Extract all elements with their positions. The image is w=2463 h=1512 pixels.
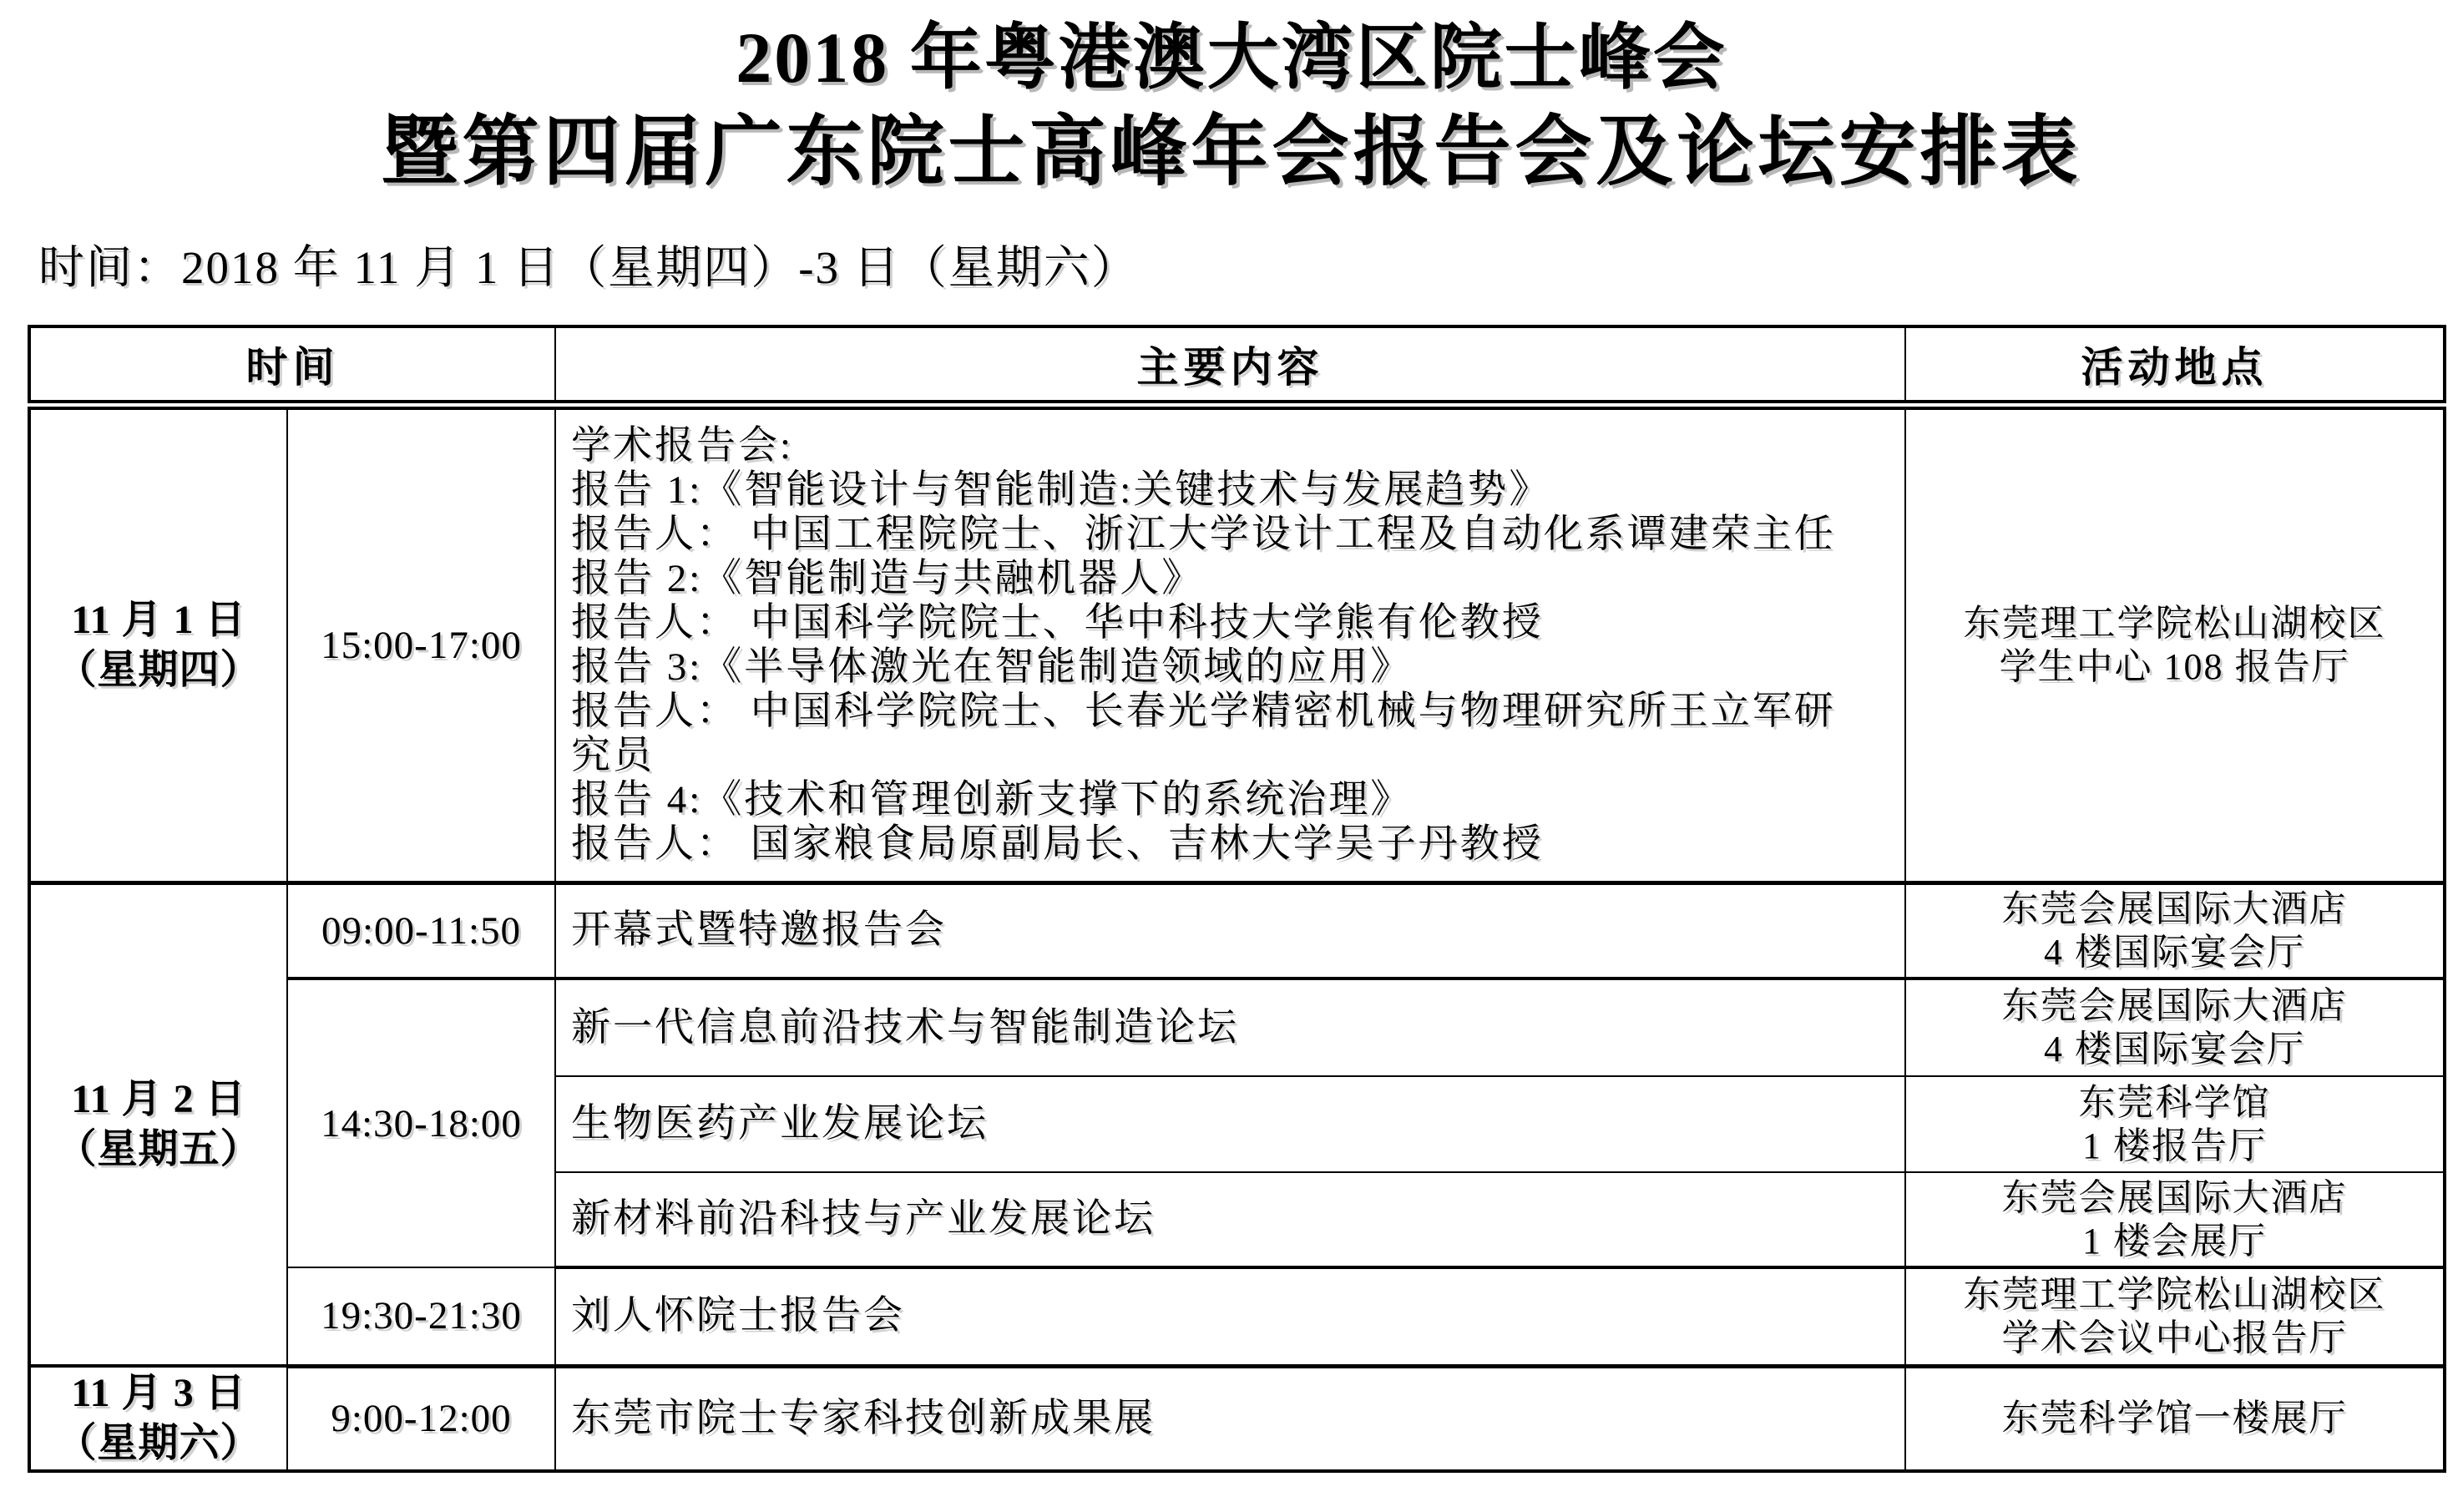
content-cell-materials-forum: 新材料前沿科技与产业发展论坛 — [555, 1172, 1905, 1267]
agenda-line: 报告 2:《智能制造与共融机器人》 — [571, 556, 1204, 600]
location-line: 东莞理工学院松山湖校区 — [1963, 602, 2386, 644]
agenda-line: 报告人： 中国科学院院士、长春光学精密机械与物理研究所王立军研 — [571, 689, 1836, 733]
location-cell-biomed-forum — [1905, 1076, 2445, 1172]
date-line: 11 月 3 日 — [71, 1371, 246, 1415]
location-cell-materials-forum — [1905, 1172, 2445, 1267]
date-weekday: （星期六） — [56, 1421, 261, 1465]
location-line: 东莞科学馆 — [2078, 1081, 2271, 1123]
content-cell-infotech-forum: 新一代信息前沿技术与智能制造论坛 — [555, 979, 1905, 1076]
location-cell-opening — [1905, 882, 2445, 979]
table-row-exhibition — [29, 1366, 2445, 1471]
date-weekday: （星期五） — [56, 1126, 261, 1171]
content-cell-biomed-forum: 生物医药产业发展论坛 — [555, 1076, 1905, 1172]
agenda-line: 究员 — [571, 733, 655, 777]
time-cell-exhibition: 9:00-12:00 — [287, 1366, 555, 1471]
location-line: 1 楼报告厅 — [2082, 1125, 2267, 1166]
location-cell-infotech-forum — [1905, 979, 2445, 1076]
agenda-line: 学术报告会: — [571, 423, 794, 468]
time-cell-opening: 09:00-11:50 — [287, 882, 555, 979]
date-line: 11 月 1 日 — [71, 597, 246, 642]
time-cell-evening: 19:30-21:30 — [287, 1267, 555, 1366]
time-cell-nov1: 15:00-17:00 — [287, 405, 555, 882]
header-cell-location: 活动地点 — [1905, 326, 2445, 405]
page-title — [0, 13, 2463, 202]
location-line: 东莞科学馆一楼展厅 — [2001, 1398, 2348, 1439]
table-row-infotech-forum — [29, 979, 2445, 1076]
location-line: 东莞理工学院松山湖校区 — [1963, 1273, 2386, 1315]
agenda-line: 报告人： 中国科学院院士、华中科技大学熊有伦教授 — [571, 600, 1544, 645]
location-line: 东莞会展国际大酒店 — [2001, 887, 2348, 929]
title-line-1: 2018 年粤港澳大湾区院士峰会 — [736, 18, 1727, 98]
schedule-table — [28, 325, 2446, 1473]
content-cell-opening: 开幕式暨特邀报告会 — [555, 882, 1905, 979]
date-weekday: （星期四） — [56, 647, 261, 692]
header-cell-time: 时间 — [29, 326, 555, 405]
location-line: 东莞会展国际大酒店 — [2001, 1176, 2348, 1218]
location-line: 学生中心 108 报告厅 — [1999, 645, 2350, 687]
agenda-line: 报告人： 国家粮食局原副局长、吉林大学吴子丹教授 — [571, 822, 1544, 866]
date-cell-nov1 — [29, 405, 287, 882]
header-row — [29, 326, 2445, 405]
content-cell-evening-lecture: 刘人怀院士报告会 — [555, 1267, 1905, 1366]
time-cell-afternoon: 14:30-18:00 — [287, 979, 555, 1267]
location-cell-evening-lecture — [1905, 1267, 2445, 1366]
location-line: 4 楼国际宴会厅 — [2044, 931, 2305, 973]
agenda-line: 报告人： 中国工程院院士、浙江大学设计工程及自动化系谭建荣主任 — [571, 512, 1836, 556]
content-cell-academic-session — [555, 405, 1905, 882]
agenda-line: 报告 1:《智能设计与智能制造:关键技术与发展趋势》 — [571, 468, 1551, 512]
content-cell-exhibition: 东莞市院士专家科技创新成果展 — [555, 1366, 1905, 1471]
title-line-2: 暨第四届广东院士高峰年会报告会及论坛安排表 — [381, 109, 2082, 195]
location-line: 东莞会展国际大酒店 — [2001, 985, 2348, 1026]
document-page — [0, 13, 2463, 1473]
date-cell-nov2 — [29, 882, 287, 1366]
header-cell-content: 主要内容 — [555, 326, 1905, 405]
agenda-line: 报告 4:《技术和管理创新支撑下的系统治理》 — [571, 777, 1413, 822]
table-row-evening-lecture — [29, 1267, 2445, 1366]
location-line: 学术会议中心报告厅 — [2001, 1317, 2348, 1358]
location-line: 4 楼国际宴会厅 — [2044, 1029, 2305, 1070]
location-cell-exhibition — [1905, 1366, 2445, 1471]
location-line: 1 楼会展厅 — [2082, 1220, 2267, 1262]
subtitle-dates: 时间：2018 年 11 月 1 日（星期四）-3 日（星期六） — [38, 242, 1139, 293]
date-line: 11 月 2 日 — [71, 1076, 246, 1121]
date-cell-nov3 — [29, 1366, 287, 1471]
table-row-opening — [29, 882, 2445, 979]
table-row-nov1 — [29, 405, 2445, 882]
location-cell-nov1 — [1905, 405, 2445, 882]
agenda-line: 报告 3:《半导体激光在智能制造领域的应用》 — [571, 645, 1413, 689]
